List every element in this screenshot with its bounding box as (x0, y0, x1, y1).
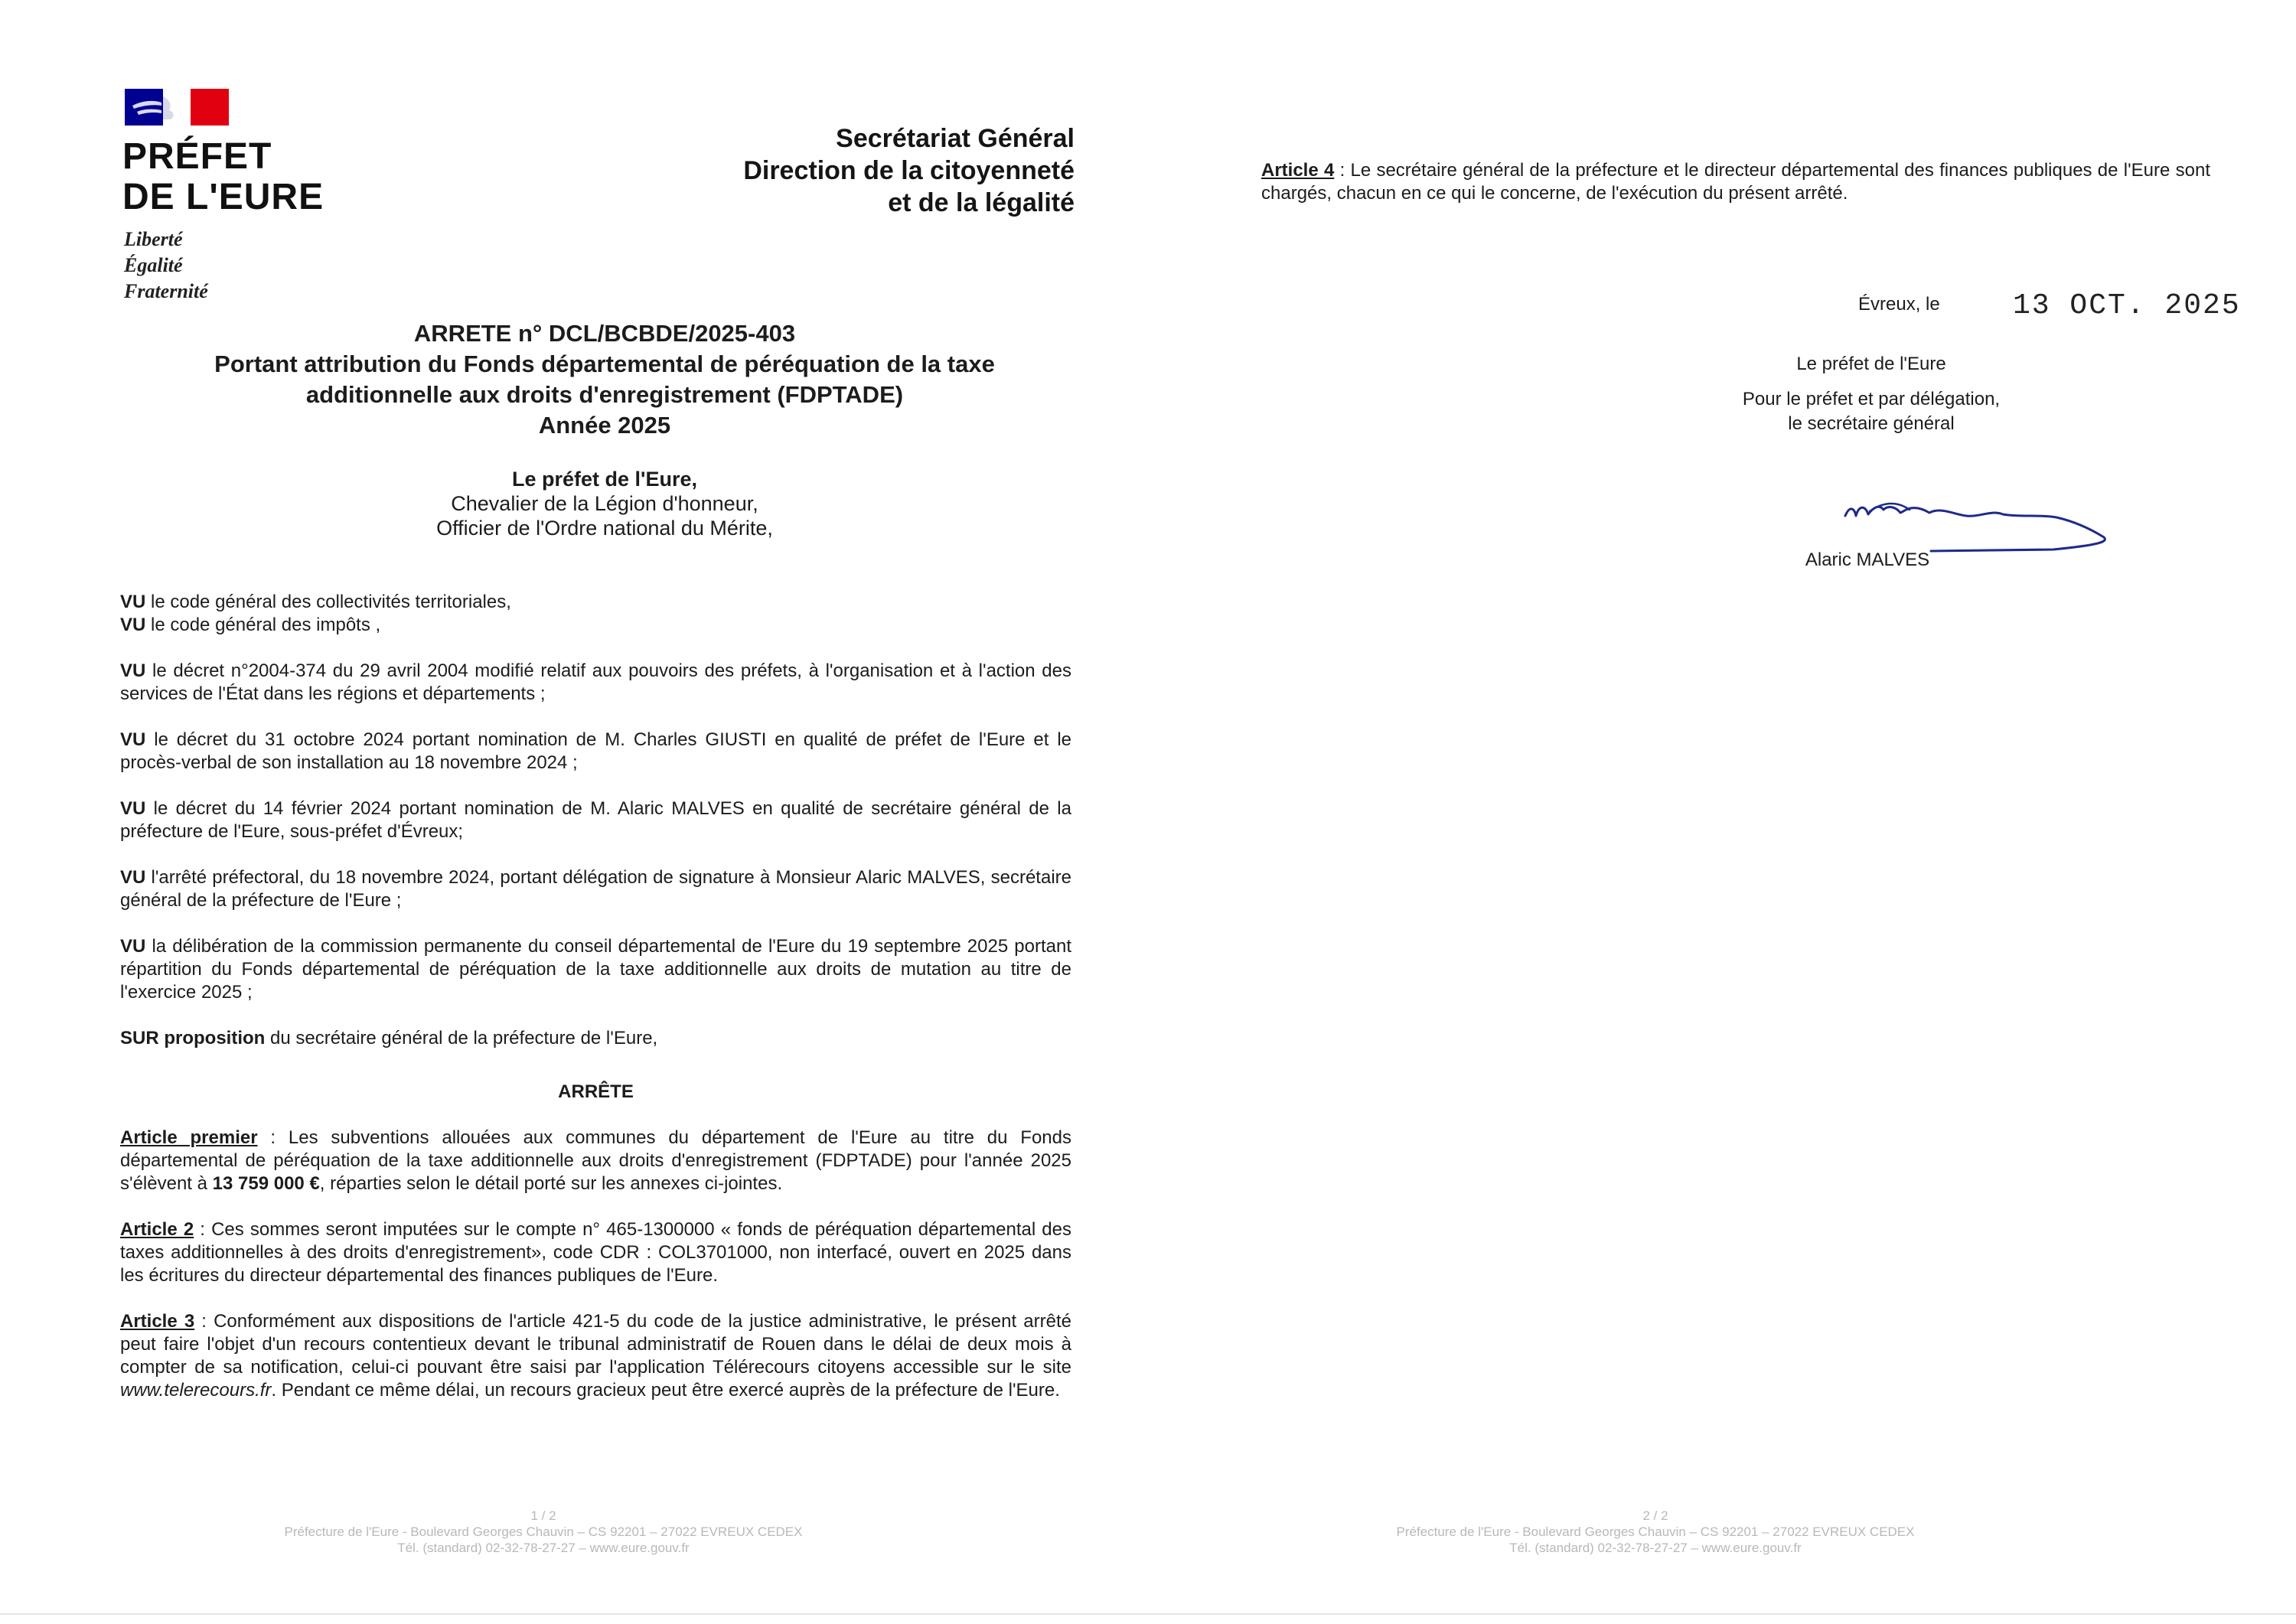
page-2 (1148, 0, 2296, 1624)
article-1: Article premier : Les subventions allouées aux communes du département de l'Eure au titre du Fonds départemental de péréquation de la taxe additionnelle aux droits d'enregistrement (FDPTADE) pour l'année 2025 s'élèvent à 13 759 000 €, réparties selon le détail porté sur les annexes ci-jointes. (120, 1127, 1071, 1194)
prefect-honour: Chevalier de la Légion d'honneur, (451, 492, 758, 515)
republic-motto (124, 227, 208, 305)
proposal: SUR proposition du secrétaire général de la préfecture de l'Eure, (120, 1028, 658, 1048)
article-3-label: Article 3 (120, 1311, 195, 1332)
page-number: 2 / 2 (1642, 1508, 1668, 1523)
footer-page-1 (161, 1508, 926, 1556)
page-number: 1 / 2 (530, 1508, 556, 1523)
subsidy-amount: 13 759 000 € (212, 1173, 320, 1194)
visa-3: VU le décret n°2004-374 du 29 avril 2004 modifié relatif aux pouvoirs des préfets, à l'organisation et à l'action des services de l'État dans les régions et départements ; (120, 660, 1071, 704)
visa-6: VU l'arrêté préfectoral, du 18 novembre 2024, portant délégation de signature à Monsieur Alaric MALVES, secrétaire général de la préfecture de l'Eure ; (120, 867, 1071, 911)
marianne-flag-logo (125, 89, 229, 126)
decree-number: ARRETE n° DCL/BCBDE/2025-403 (413, 320, 796, 347)
decree-title (122, 318, 1087, 441)
arrete-heading: ARRÊTE (558, 1081, 634, 1102)
decree-year: Année 2025 (538, 412, 671, 439)
service-line3: et de la légalité (888, 188, 1075, 217)
article-1-label: Article premier (120, 1127, 258, 1148)
signer-name: Alaric MALVES (1805, 549, 1930, 570)
prefect-name: Le préfet de l'Eure, (512, 468, 697, 491)
article-2: Article 2 : Ces sommes seront imputées sur le compte n° 465-1300000 « fonds de péréquation départemental des taxes additionnelles à des droits d'enregistrement», code CDR : COL3701000, non interfacé, ouvert en 2025 dans les écritures du directeur départemental des finances publiques de l'Eure. (120, 1219, 1072, 1286)
service-line1: Secrétariat Général (836, 124, 1075, 153)
prefect-merit: Officier de l'Ordre national du Mérite, (436, 517, 773, 540)
visa-7: VU la délibération de la commission permanente du conseil départemental de l'Eure du 19 septembre 2025 portant répartition du Fonds départemental de péréquation de la taxe additionnelle aux droits de mutation au titre de l'exercice 2025 ; (120, 936, 1071, 1003)
issuing-service (743, 122, 1075, 219)
visa-5: VU le décret du 14 février 2024 portant nomination de M. Alaric MALVES en qualité de secrétaire général de la préfecture de l'Eure, sous-préfet d'Évreux; (120, 798, 1071, 842)
role-secretary: le secrétaire général (1788, 413, 1955, 434)
role-delegation: Pour le préfet et par délégation, (1742, 389, 2001, 409)
prefecture-name-line1: PRÉFET (122, 136, 272, 177)
footer-address: Préfecture de l'Eure - Boulevard Georges Chauvin – CS 92201 – 27022 EVREUX CEDEX (1396, 1525, 1915, 1539)
signature-place: Évreux, le (1858, 294, 1940, 315)
visa-1: VU le code général des collectivités territoriales, (120, 592, 511, 612)
motto-liberte: Liberté (124, 228, 183, 250)
article-4-label: Article 4 (1261, 160, 1335, 181)
scan-edge (0, 1613, 2296, 1615)
prefecture-name (122, 136, 324, 217)
article-3: Article 3 : Conformément aux dispositions de l'article 421-5 du code de la justice administrative, le présent arrêté peut faire l'objet d'un recours contentieux devant le tribunal administratif de Rouen dans le délai de deux mois à compter de sa notification, celui-ci pouvant être saisi par l'application Télérecours citoyens accessible sur le site www.telerecours.fr. Pendant ce même délai, un recours gracieux peut être exercé auprès de la préfecture de l'Eure. (120, 1311, 1071, 1401)
footer-contact: Tél. (standard) 02-32-78-27-27 – www.eure.gouv.fr (1509, 1541, 1802, 1555)
motto-fraternite: Fraternité (124, 280, 208, 302)
telerecours-link: www.telerecours.fr (120, 1380, 272, 1401)
service-line2: Direction de la citoyenneté (743, 156, 1075, 185)
decree-subject-line2: additionnelle aux droits d'enregistrement (FDPTADE) (305, 381, 904, 408)
decree-body (120, 591, 1071, 1425)
article-2-label: Article 2 (120, 1219, 194, 1240)
article-4: Article 4 : Le secrétaire général de la préfecture et le directeur départemental des finances publiques de l'Eure sont chargés, chacun en ce qui le concerne, de l'exécution du présent arrêté. (1261, 160, 2210, 204)
visa-4: VU le décret du 31 octobre 2024 portant nomination de M. Charles GIUSTI en qualité de préfet de l'Eure et le procès-verbal de son installation au 18 novembre 2024 ; (120, 729, 1071, 773)
motto-egalite: Égalité (124, 254, 183, 276)
visa-2: VU le code général des impôts , (120, 615, 381, 635)
prefect-titles (122, 467, 1087, 540)
prefecture-name-line2: DE L'EURE (122, 177, 325, 217)
footer-address: Préfecture de l'Eure - Boulevard Georges Chauvin – CS 92201 – 27022 EVREUX CEDEX (284, 1525, 803, 1539)
footer-contact: Tél. (standard) 02-32-78-27-27 – www.eure.gouv.fr (397, 1541, 690, 1555)
signatory-role (1638, 352, 2105, 436)
date-stamp: 13 OCT. 2025 (2013, 289, 2241, 322)
role-prefect: Le préfet de l'Eure (1796, 354, 1946, 374)
handwritten-signature (1839, 482, 2130, 559)
footer-page-2 (1273, 1508, 2038, 1556)
decree-subject-line1: Portant attribution du Fonds départemental de péréquation de la taxe (214, 351, 995, 377)
